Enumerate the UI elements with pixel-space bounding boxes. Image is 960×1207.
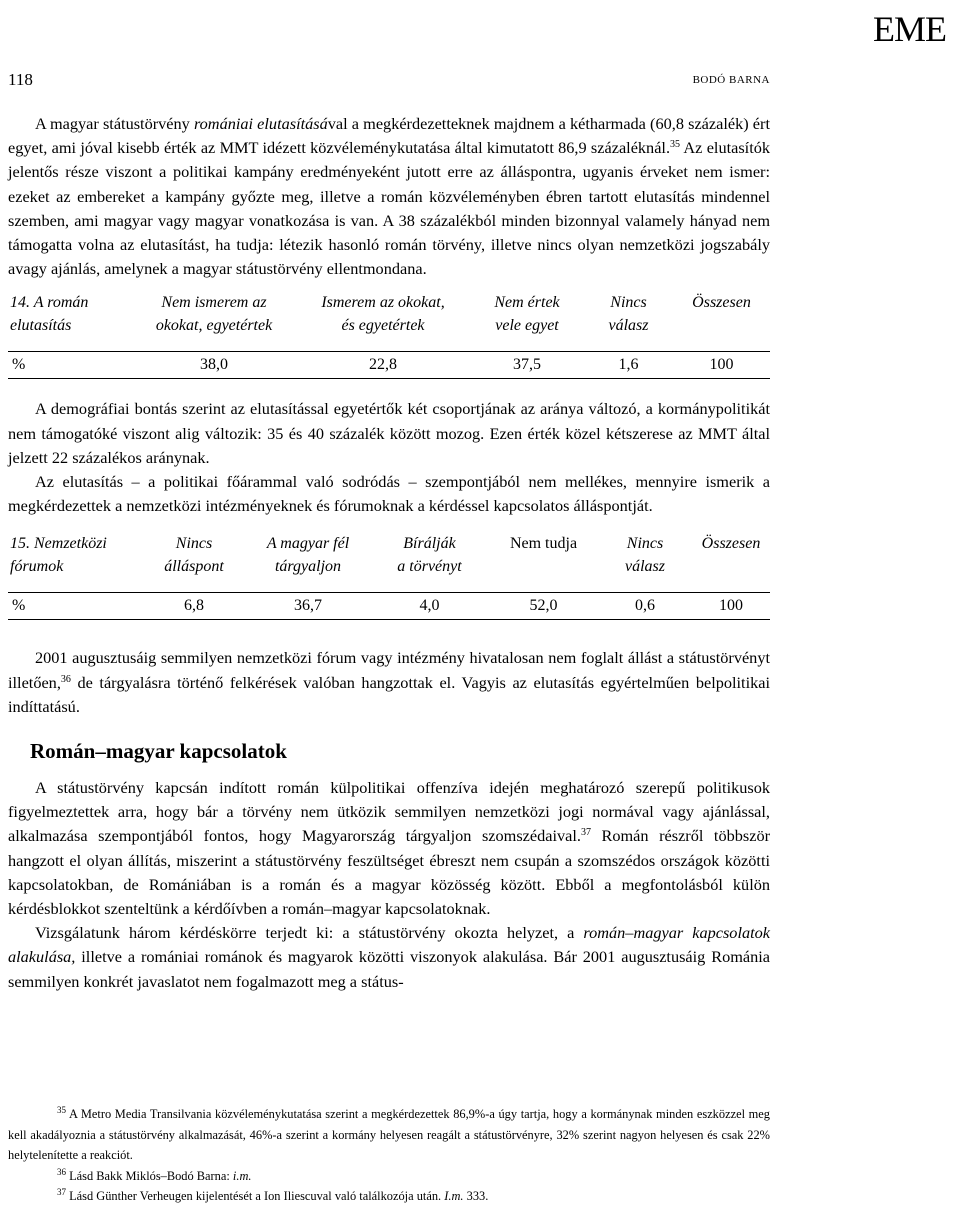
table-15: [8, 532, 770, 620]
paragraph-5: A státustörvény kapcsán indított román külpolitikai offenzíva idején meghatározó szerepű politikusok figyelmeztettek arra, hogy bár a törvény nem ütközik semmilyen nemzetközi jogi normával vagy ajánlással, alkalmazása szempontjából fontos, hogy Magyarország tárgyaljon szomszédaival.$^{37}$ Román részről többször hangzott el olyan állítás, miszerint a státustörvény feszültséget ébreszt nem csupán a szomszédos országok közötti kapcsolatokban, de Romániában is a román és a magyar közösség között. Ebből a megfontolásból külön kérdésblokkot szenteltünk a kérdőívben a román–magyar kapcsolatoknak.: [8, 778, 771, 919]
paragraph-6: Vizsgálatunk három kérdéskörre terjedt ki: a státustörvény okozta helyzet, a román–magyar kapcsolatok alakulása, illetve a romániai románok és magyarok közötti viszonyok alakulása. Bár 2001 augusztusáig Románia semmilyen konkrét javaslatot nem fogalmazott meg a státus-: [8, 923, 770, 991]
table-header-cell: Összesen: [692, 294, 751, 312]
table-cell: 36,7: [246, 593, 370, 620]
table-header-cell: Bírálják a törvényt: [397, 535, 462, 576]
table-header-cell: Ismerem az okokat, és egyetértek: [321, 294, 445, 335]
paragraph-2: A demográfiai bontás szerint az elutasítással egyetértők két csoportjának az aránya változó, a kormánypolitikát nem támogatóké viszont alig változik: 35 és 40 százalék között mozog. Ezen érték közel kétszerese az MMT által jelzett 22 százalékos aránynak.: [8, 399, 770, 467]
paragraph-3: Az elutasítás – a politikai főárammal való sodródás – szempontjából nem mellékes, mennyire ismerik a megkérdezettek a nemzetközi intézményeknek és fórumoknak a kérdéssel kapcsolatos álláspontját.: [8, 472, 770, 516]
table-header-cell: Nincs válasz: [625, 535, 665, 576]
table-cell: 22,8: [296, 352, 470, 379]
table-cell: %: [8, 593, 142, 620]
table-header-cell: Nem ismerem az okokat, egyetértek: [155, 294, 273, 335]
table-header-cell: Nincs válasz: [608, 294, 649, 335]
table-header-cell: Nem értek vele egyet: [494, 294, 560, 335]
running-header-author: BODÓ BARNA: [692, 74, 770, 86]
table-header-row: [8, 291, 770, 352]
footnote-35: $^{35}$ A Metro Media Transilvania közvéleménykutatása szerint a megkérdezettek 86,9%-a úgy tartja, hogy a kormánynak minden eszközzel meg kell akadályoznia a státustörvény alkalmazását, 46%-a szerint a kormány helyesen reagált a státustörvényre, 32% szerint nagyon helyesen és csak 22% helytelenítette a reakciót.: [8, 1105, 770, 1163]
table-cell: 38,0: [132, 352, 296, 379]
table-cell: 52,0: [489, 593, 598, 620]
footnote-37: $^{37}$ Lásd Günther Verheugen kijelentését a Ion Iliescuval való találkozója után. I.m. 333.: [57, 1187, 489, 1204]
footnote-ref-36[interactable]: 36: [60, 673, 71, 685]
table-header-cell: A magyar fél tárgyaljon: [266, 535, 350, 576]
table-header-row: [8, 532, 770, 593]
table-row: [8, 593, 770, 620]
paragraph-4: 2001 augusztusáig semmilyen nemzetközi fórum vagy intézmény hivatalosan nem foglalt állást a státustörvényt illetően,$^{36}$ de tárgyalásra történő felkérések valóban hangzottak el. Vagyis az elutasítás egyértelműen belpolitikai indíttatású.: [8, 648, 770, 716]
table-header-cell: Nem tudja: [509, 535, 578, 553]
main-text: [8, 112, 770, 994]
table-header-cell: Nincs álláspont: [164, 535, 224, 576]
table-cell: 4,0: [370, 593, 489, 620]
table-cell: 100: [673, 352, 770, 379]
footnote-ref-35[interactable]: 35: [670, 139, 681, 151]
paragraph-1: A magyar státustörvény romániai elutasításával a megkérdezetteknek majdnem a kétharmada (60,8 százalék) ért egyet, ami jóval kisebb érték az MMT idézett közvéleménykutatása által kimutatott 86,9 százaléknál.$^{35}$ Az elutasítók jelentős része viszont a politikai kampány eredményeként jutott erre az álláspontra, ugyanis érveket nem ismer: ezeket az embereket a kampány győzte meg, illetve a román közvéleményben ébren tartott elutasítás mindennel szemben, ami magyar vagy magyar vonatkozása is van. A 38 százalékból minden bizonnyal valamely hányad nem támogatta volna az elutasítást, ha tudja: létezik hasonló román törvény, illetve nincs olyan nemzetközi jogszabály avagy ajánlás, amelynek a magyar státustörvény ellentmondana.: [8, 114, 771, 279]
table-cell: 1,6: [584, 352, 673, 379]
page-number: 118: [8, 70, 33, 89]
table-cell: 100: [692, 593, 770, 620]
footnote-ref-37[interactable]: 37: [580, 827, 591, 839]
table-cell: 0,6: [598, 593, 692, 620]
footnotes: [8, 1104, 770, 1207]
table-cell: 6,8: [142, 593, 246, 620]
table-header-cell: 15. Nemzetközi fórumok: [10, 535, 107, 576]
table-cell: %: [8, 352, 132, 379]
table-cell: 37,5: [470, 352, 584, 379]
table-header-cell: Összesen: [701, 535, 761, 553]
footnote-36: $^{36}$ Lásd Bakk Miklós–Bodó Barna: i.m.: [57, 1166, 252, 1183]
publisher-logo: EME: [873, 9, 946, 49]
table-14: [8, 291, 770, 379]
table-header-cell: 14. A román elutasítás: [10, 294, 89, 335]
table-row: [8, 352, 770, 379]
section-heading: Román–magyar kapcsolatok: [30, 739, 287, 764]
